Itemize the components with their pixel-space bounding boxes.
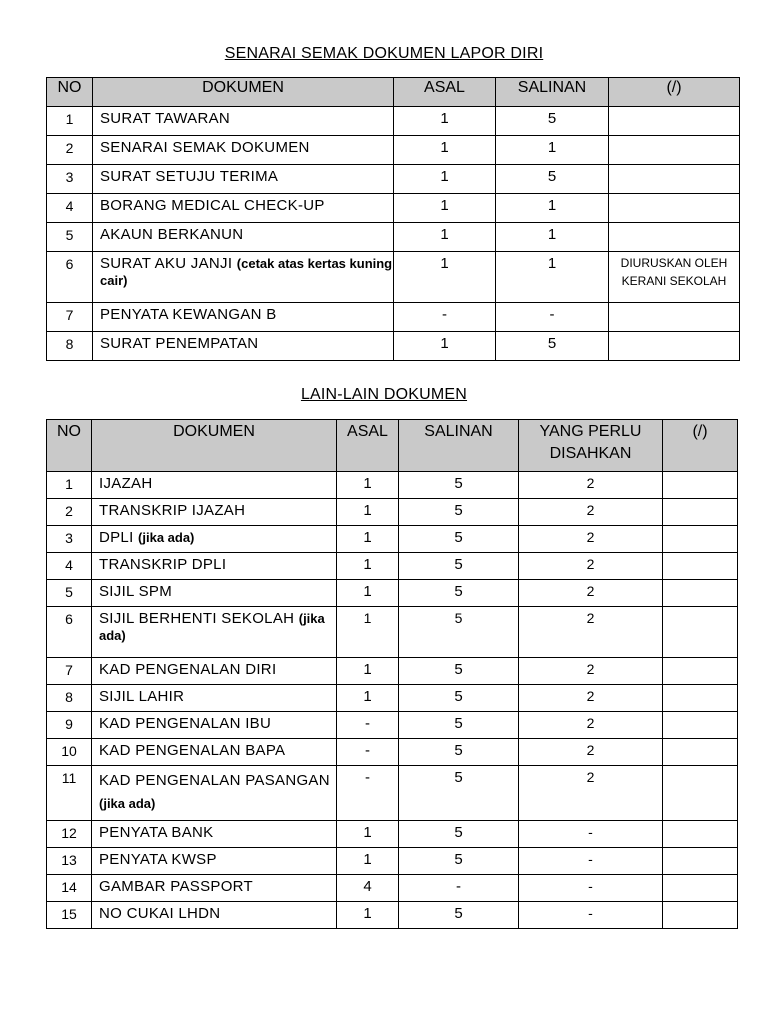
row-asal: 1 — [337, 685, 399, 712]
row-no: 14 — [47, 875, 92, 902]
row-disahkan: - — [519, 848, 663, 875]
row-asal: - — [337, 766, 399, 821]
row-asal: 4 — [337, 875, 399, 902]
row-checkbox-cell[interactable] — [663, 875, 738, 902]
table-row — [47, 194, 740, 223]
row-document: SIJIL BERHENTI SEKOLAH — [99, 610, 295, 627]
row-no: 10 — [47, 739, 92, 766]
row-asal: 1 — [394, 194, 496, 223]
row-checkbox-cell[interactable] — [609, 303, 740, 332]
table-row — [47, 712, 738, 739]
row-checkbox-cell[interactable] — [663, 607, 738, 658]
table-row — [47, 821, 738, 848]
row-salinan: - — [399, 875, 519, 902]
header-no: NO — [47, 78, 93, 107]
row-salinan: 5 — [496, 107, 609, 136]
table-row — [47, 303, 740, 332]
table-row — [47, 252, 740, 303]
row-checkbox-cell[interactable] — [663, 499, 738, 526]
row-no: 5 — [47, 580, 92, 607]
row-disahkan: - — [519, 821, 663, 848]
row-asal: 1 — [394, 223, 496, 252]
row-document: SURAT AKU JANJI — [100, 255, 233, 272]
row-no: 3 — [47, 526, 92, 553]
row-salinan: 5 — [399, 553, 519, 580]
row-checkbox-cell[interactable] — [663, 766, 738, 821]
row-document: SURAT TAWARAN — [93, 107, 394, 136]
row-asal: 1 — [337, 902, 399, 929]
table-row — [47, 658, 738, 685]
header-asal: ASAL — [394, 78, 496, 107]
row-salinan: 5 — [399, 821, 519, 848]
row-asal: 1 — [337, 821, 399, 848]
row-asal: 1 — [337, 848, 399, 875]
row-document: SENARAI SEMAK DOKUMEN — [93, 136, 394, 165]
row-document: GAMBAR PASSPORT — [92, 875, 337, 902]
row-document-cell — [92, 526, 337, 553]
row-document-note: (cetak atas kertas kuning cair) — [100, 256, 393, 288]
row-document-cell — [92, 766, 337, 821]
row-no: 7 — [47, 658, 92, 685]
row-checkbox-cell[interactable] — [663, 526, 738, 553]
row-asal: 1 — [337, 499, 399, 526]
table-row — [47, 526, 738, 553]
row-no: 8 — [47, 685, 92, 712]
row-salinan: - — [496, 303, 609, 332]
header-check: (/) — [609, 78, 740, 107]
table-row — [47, 553, 738, 580]
row-document: BORANG MEDICAL CHECK-UP — [93, 194, 394, 223]
row-disahkan: 2 — [519, 712, 663, 739]
row-no: 4 — [47, 194, 93, 223]
other-documents-table — [46, 419, 738, 929]
row-asal: 1 — [394, 136, 496, 165]
row-document-cell — [93, 252, 394, 303]
header-dokumen: DOKUMEN — [92, 420, 337, 472]
row-asal: 1 — [337, 658, 399, 685]
header-salinan: SALINAN — [399, 420, 519, 472]
row-asal: - — [337, 712, 399, 739]
row-no: 9 — [47, 712, 92, 739]
row-asal: 1 — [337, 607, 399, 658]
header-check: (/) — [663, 420, 738, 472]
row-disahkan: 2 — [519, 607, 663, 658]
row-disahkan: 2 — [519, 685, 663, 712]
row-no: 5 — [47, 223, 93, 252]
row-disahkan: 2 — [519, 766, 663, 821]
row-disahkan: - — [519, 902, 663, 929]
row-asal: 1 — [394, 332, 496, 361]
row-document: PENYATA KWSP — [92, 848, 337, 875]
row-checkbox-cell[interactable] — [663, 739, 738, 766]
row-checkbox-cell[interactable] — [609, 136, 740, 165]
table-row — [47, 332, 740, 361]
table-row — [47, 739, 738, 766]
row-asal: - — [394, 303, 496, 332]
row-checkbox-cell[interactable] — [609, 107, 740, 136]
row-no: 15 — [47, 902, 92, 929]
row-salinan: 5 — [399, 658, 519, 685]
row-remark: DIURUSKAN OLEH KERANI SEKOLAH — [609, 252, 740, 303]
row-disahkan: 2 — [519, 499, 663, 526]
row-checkbox-cell[interactable] — [663, 848, 738, 875]
row-checkbox-cell[interactable] — [663, 902, 738, 929]
table-row — [47, 136, 740, 165]
checklist-table — [46, 77, 740, 361]
row-document: DPLI — [99, 529, 134, 546]
row-disahkan: 2 — [519, 553, 663, 580]
row-checkbox-cell[interactable] — [663, 472, 738, 499]
row-document-cell — [92, 607, 337, 658]
row-asal: 1 — [394, 252, 496, 303]
row-checkbox-cell[interactable] — [663, 553, 738, 580]
table-row — [47, 472, 738, 499]
row-disahkan: - — [519, 875, 663, 902]
row-disahkan: 2 — [519, 526, 663, 553]
row-no: 3 — [47, 165, 93, 194]
row-salinan: 1 — [496, 136, 609, 165]
row-no: 8 — [47, 332, 93, 361]
row-checkbox-cell[interactable] — [609, 165, 740, 194]
row-salinan: 5 — [399, 848, 519, 875]
table-row — [47, 580, 738, 607]
row-checkbox-cell[interactable] — [609, 332, 740, 361]
table-row — [47, 766, 738, 821]
row-no: 2 — [47, 499, 92, 526]
row-document: PENYATA KEWANGAN B — [93, 303, 394, 332]
row-salinan: 5 — [399, 499, 519, 526]
row-checkbox-cell[interactable] — [663, 685, 738, 712]
other-documents-title: LAIN-LAIN DOKUMEN — [300, 386, 468, 403]
row-no: 1 — [47, 472, 92, 499]
row-asal: 1 — [394, 165, 496, 194]
row-document: IJAZAH — [92, 472, 337, 499]
row-asal: 1 — [337, 553, 399, 580]
row-salinan: 1 — [496, 252, 609, 303]
row-no: 12 — [47, 821, 92, 848]
table-row — [47, 499, 738, 526]
row-document: KAD PENGENALAN PASANGAN — [99, 772, 330, 789]
row-document: NO CUKAI LHDN — [92, 902, 337, 929]
table-row — [47, 685, 738, 712]
row-asal: 1 — [394, 107, 496, 136]
row-document: PENYATA BANK — [92, 821, 337, 848]
row-document-note: (jika ada) — [99, 796, 156, 811]
table-row — [47, 223, 740, 252]
row-disahkan: 2 — [519, 658, 663, 685]
row-checkbox-cell[interactable] — [609, 223, 740, 252]
row-checkbox-cell[interactable] — [663, 658, 738, 685]
row-document: TRANSKRIP DPLI — [92, 553, 337, 580]
row-salinan: 5 — [399, 902, 519, 929]
row-document: SIJIL SPM — [92, 580, 337, 607]
row-salinan: 5 — [399, 526, 519, 553]
row-salinan: 5 — [399, 766, 519, 821]
other-documents-header-row — [47, 420, 738, 472]
row-document: SIJIL LAHIR — [92, 685, 337, 712]
row-salinan: 1 — [496, 223, 609, 252]
row-document: TRANSKRIP IJAZAH — [92, 499, 337, 526]
row-no: 13 — [47, 848, 92, 875]
row-salinan: 5 — [399, 580, 519, 607]
row-salinan: 5 — [399, 607, 519, 658]
row-checkbox-cell[interactable] — [663, 712, 738, 739]
header-asal: ASAL — [337, 420, 399, 472]
row-disahkan: 2 — [519, 580, 663, 607]
table-row — [47, 848, 738, 875]
row-document: SURAT SETUJU TERIMA — [93, 165, 394, 194]
checklist-header-row — [47, 78, 740, 107]
row-disahkan: 2 — [519, 739, 663, 766]
table-row — [47, 107, 740, 136]
table-row — [47, 902, 738, 929]
header-no: NO — [47, 420, 92, 472]
row-salinan: 5 — [399, 739, 519, 766]
table-row — [47, 875, 738, 902]
checklist-title: SENARAI SEMAK DOKUMEN LAPOR DIRI — [224, 45, 544, 62]
row-document: KAD PENGENALAN IBU — [92, 712, 337, 739]
row-salinan: 5 — [399, 472, 519, 499]
row-asal: 1 — [337, 580, 399, 607]
row-salinan: 1 — [496, 194, 609, 223]
row-asal: 1 — [337, 472, 399, 499]
header-yang-perlu-disahkan: YANG PERLU DISAHKAN — [519, 420, 663, 472]
row-checkbox-cell[interactable] — [609, 194, 740, 223]
row-asal: 1 — [337, 526, 399, 553]
row-document: KAD PENGENALAN DIRI — [92, 658, 337, 685]
row-no: 7 — [47, 303, 93, 332]
row-document: AKAUN BERKANUN — [93, 223, 394, 252]
row-document-note: (jika ada) — [138, 530, 195, 545]
row-asal: - — [337, 739, 399, 766]
row-disahkan: 2 — [519, 472, 663, 499]
row-no: 2 — [47, 136, 93, 165]
row-checkbox-cell[interactable] — [663, 580, 738, 607]
row-no: 11 — [47, 766, 92, 821]
row-document-note: (jika ada) — [99, 611, 325, 643]
row-no: 1 — [47, 107, 93, 136]
row-no: 6 — [47, 607, 92, 658]
header-salinan: SALINAN — [496, 78, 609, 107]
row-salinan: 5 — [496, 165, 609, 194]
header-dokumen: DOKUMEN — [93, 78, 394, 107]
row-checkbox-cell[interactable] — [663, 821, 738, 848]
table-row — [47, 165, 740, 194]
row-salinan: 5 — [399, 712, 519, 739]
row-document: KAD PENGENALAN BAPA — [92, 739, 337, 766]
row-salinan: 5 — [399, 685, 519, 712]
row-document: SURAT PENEMPATAN — [93, 332, 394, 361]
row-no: 6 — [47, 252, 93, 303]
row-salinan: 5 — [496, 332, 609, 361]
row-no: 4 — [47, 553, 92, 580]
table-row — [47, 607, 738, 658]
